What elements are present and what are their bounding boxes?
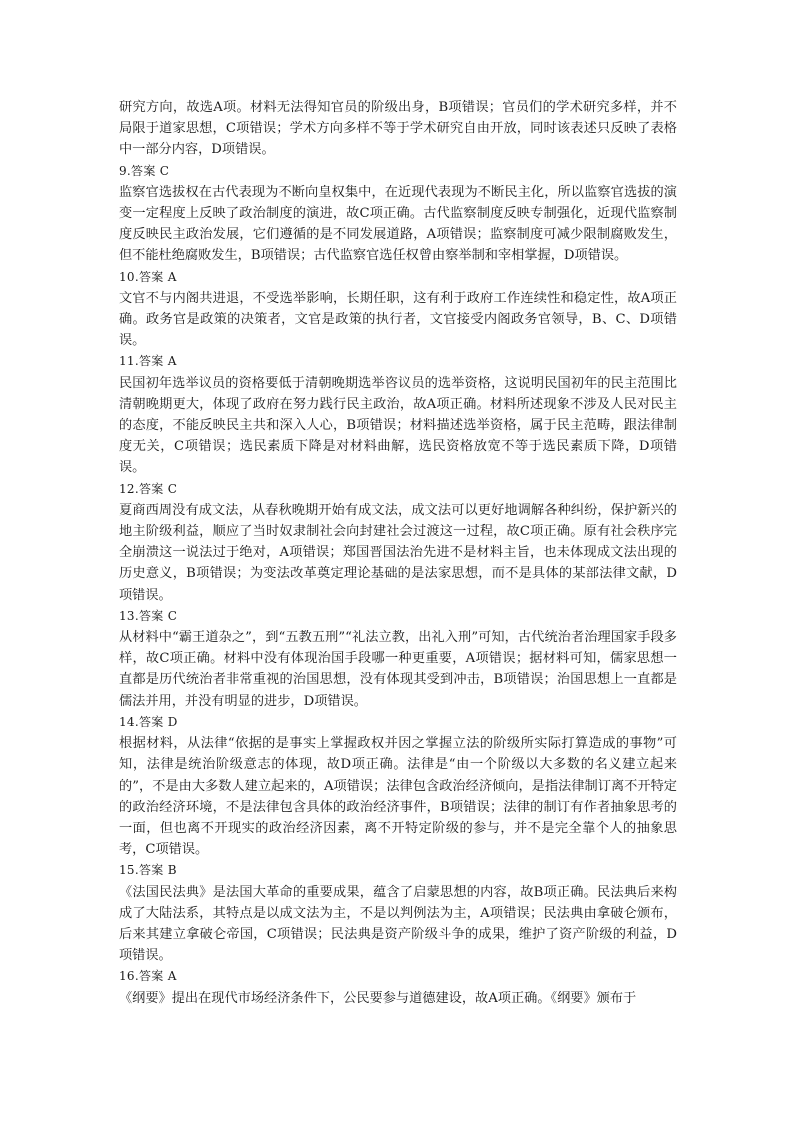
answer-item-14 xyxy=(119,712,677,860)
intro-paragraph: 研究方向，故选A项。材料无法得知官员的阶级出身，B项错误；官员们的学术研究多样，并不局限于道家思想，C项错误；学术方向多样不等于学术研究自由开放，同时该表述只反映了表格中一部分内容，D项错误。 xyxy=(119,100,677,158)
answer-label: 13.答案 C xyxy=(119,608,178,623)
answer-explanation: 根据材料，从法律“依据的是事实上掌握政权并因之掌握立法的阶级所实际打算造成的事物”可知，法律是统治阶级意志的体现，故D项正确。法律是“由一个阶级以大多数的名义建立起来的”，不是由大多数人建立起来的，A项错误；法律包含政治经济倾向，是指法律制订离不开特定的政治经济环境，不是法律包含具体的政治经济事件，B项错误；法律的制订有作者抽象思考的一面，但也离不开现实的政治经济因素，离不开特定阶级的参与，并不是完全靠个人的抽象思考，C项错误。 xyxy=(119,736,677,858)
answer-explanation: 《法国民法典》是法国大革命的重要成果，蕴含了启蒙思想的内容，故B项正确。民法典后来构成了大陆法系，其特点是以成文法为主，不是以判例法为主，A项错误；民法典由拿破仑颁布，后来其建立拿破仑帝国，C项错误；民法典是资产阶级斗争的成果，维护了资产阶级的利益，D项错误。 xyxy=(119,884,677,964)
answer-label: 9.答案 C xyxy=(119,163,170,178)
answer-item-16 xyxy=(119,966,677,1008)
answer-item-15 xyxy=(119,860,677,966)
answer-item-9 xyxy=(119,161,677,267)
answer-item-10 xyxy=(119,267,677,352)
answer-explanation: 文官不与内阁共进退，不受选举影响，长期任职，这有利于政府工作连续性和稳定性，故A项正确。政务官是政策的决策者，文官是政策的执行者，文官接受内阁政务官领导，B、C、D项错误。 xyxy=(119,290,677,349)
answer-item-13 xyxy=(119,606,677,712)
answer-label: 15.答案 B xyxy=(119,863,177,878)
answer-label: 10.答案 A xyxy=(119,269,177,284)
answer-explanation: 从材料中“霸王道杂之”，到“五教五刑”“礼法立教，出礼入刑”可知，古代统治者治理国家手段多样，故C项正确。材料中没有体现治国手段哪一种更重要，A项错误；据材料可知，儒家思想一直都是历代统治者非常重视的治国思想，没有体现其受到冲击，B项错误；治国思想上一直都是儒法并用，并没有明显的进步，D项错误。 xyxy=(119,630,677,709)
answer-key-page xyxy=(119,97,677,1009)
answer-explanation: 夏商西周没有成文法，从春秋晚期开始有成文法，成文法可以更好地调解各种纠纷，保护新兴的地主阶级利益，顺应了当时奴隶制社会向封建社会过渡这一过程，故C项正确。原有社会秩序完全崩溃这一说法过于绝对，A项错误；郑国晋国法治先进不是材料主旨，也未体现成文法出现的历史意义，B项错误；为变法改革奠定理论基础的是法家思想，而不是具体的某部法律文献，D项错误。 xyxy=(119,502,677,603)
answer-label: 12.答案 C xyxy=(119,481,178,496)
answer-explanation: 《纲要》提出在现代市场经济条件下，公民要参与道德建设，故A项正确。《纲要》颁布于 xyxy=(119,990,637,1006)
answer-label: 16.答案 A xyxy=(119,969,177,984)
answer-item-12 xyxy=(119,479,677,606)
answer-label: 14.答案 D xyxy=(119,714,178,729)
answer-item-11 xyxy=(119,351,677,478)
answer-label: 11.答案 A xyxy=(119,354,177,369)
answer-explanation: 民国初年选举议员的资格要低于清朝晚期选举咨议员的选举资格，这说明民国初年的民主范围比清朝晚期更大，体现了政府在努力践行民主政治，故A项正确。材料所述现象不涉及人民对民主的态度，不能反映民主共和深入人心，B项错误；材料描述选举资格，属于民主范畴，跟法律制度无关，C项错误；选民素质下降是对材料曲解，选民资格放宽不等于选民素质下降，D项错误。 xyxy=(119,375,677,476)
answer-explanation: 监察官选拔权在古代表现为不断向皇权集中，在近现代表现为不断民主化，所以监察官选拔的演变一定程度上反映了政治制度的演进，故C项正确。古代监察制度反映专制强化，近现代监察制度反映民主政治发展，它们遵循的是不同发展道路，A项错误；监察制度可减少限制腐败发生，但不能杜绝腐败发生，B项错误；古代监察官选任权曾由察举制和宰相掌握，D项错误。 xyxy=(119,184,677,264)
